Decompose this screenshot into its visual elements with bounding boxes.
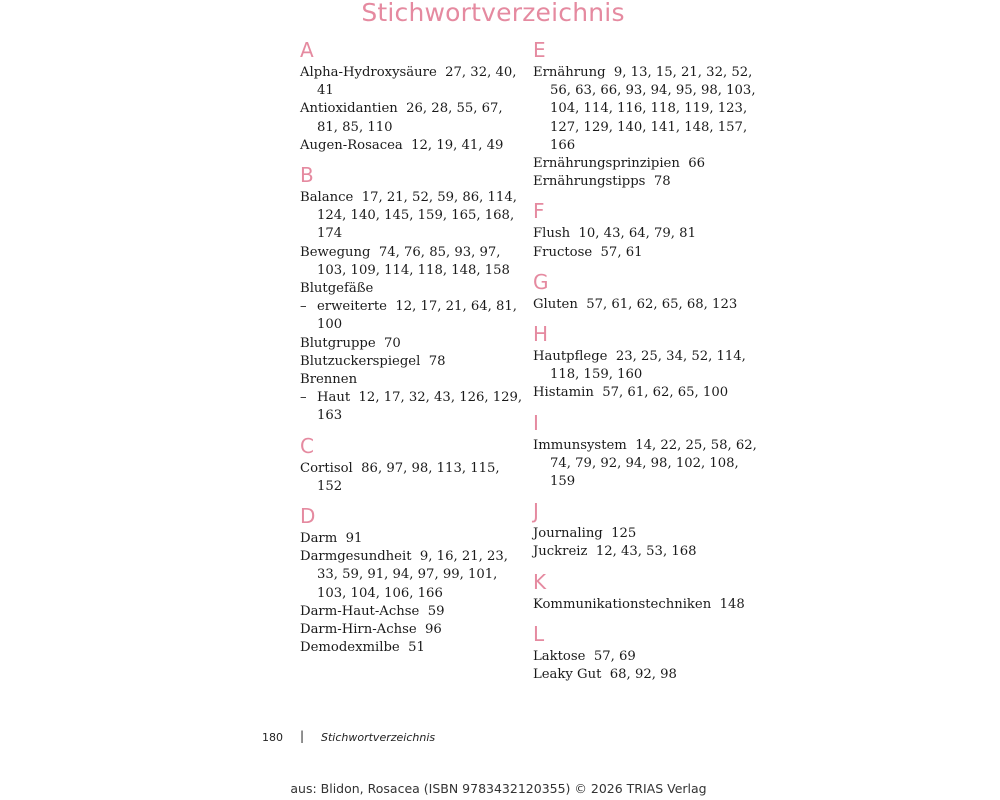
section-letter: F: [533, 199, 545, 224]
index-section-h: [533, 320, 758, 403]
entry-pages: 23, 25, 34, 52, 114, 118, 159, 160: [550, 349, 746, 383]
index-entry: [533, 437, 758, 492]
entry-term: erweiterte: [317, 299, 387, 315]
entry-term: Immunsystem: [533, 437, 627, 453]
index-entry: [300, 530, 525, 548]
index-entry: [533, 666, 758, 684]
section-letter: C: [300, 433, 314, 458]
index-entry: [533, 525, 758, 543]
section-letter: K: [533, 569, 547, 594]
entry-pages: 70: [384, 335, 401, 351]
index-section-l: [533, 620, 758, 684]
section-letter: I: [533, 410, 539, 435]
index-section-k: [533, 568, 758, 614]
entry-term: Flush: [533, 226, 571, 242]
index-section-i: [533, 409, 758, 492]
index-entry: [300, 100, 525, 136]
entry-pages: 57, 61, 62, 65, 100: [602, 385, 729, 401]
entry-term: Brennen: [300, 372, 358, 388]
section-letter: H: [533, 322, 549, 347]
entry-term: Ernährungsprinzipien: [533, 156, 680, 172]
index-section-d: [300, 502, 525, 657]
index-subentry: [300, 389, 525, 425]
index-section-j: [533, 497, 758, 561]
index-entry: [533, 348, 758, 384]
entry-term: Juckreiz: [533, 544, 588, 560]
entry-term: Antioxidantien: [300, 101, 398, 117]
index-entry: [300, 603, 525, 621]
section-letter: G: [533, 269, 549, 294]
entry-pages: 26, 28, 55, 67, 81, 85, 110: [317, 101, 503, 135]
index-entry: [300, 371, 525, 389]
index-entry: [533, 225, 758, 243]
entry-pages: 9, 13, 15, 21, 32, 52, 56, 63, 66, 93, 94, 95, 98, 103, 104, 114, 116, 118, 119, 123, 127, 129, 140, 141, 148, 157, 166: [550, 65, 756, 153]
running-footer-title: Stichwortverzeichnis: [321, 731, 436, 744]
entry-term: Darmgesundheit: [300, 549, 412, 565]
entry-term: Darm-Hirn-Achse: [300, 622, 417, 638]
entry-term: Cortisol: [300, 460, 353, 476]
index-entry: [300, 353, 525, 371]
index-section-f: [533, 197, 758, 261]
page-number: 180: [262, 731, 283, 744]
footer-separator: |: [300, 729, 305, 743]
index-entry: [300, 621, 525, 639]
entry-pages: 78: [428, 353, 446, 369]
entry-pages: 12, 19, 41, 49: [411, 137, 504, 153]
entry-pages: 68, 92, 98: [609, 667, 677, 683]
index-entry: [533, 296, 758, 314]
section-letter: E: [533, 38, 546, 62]
index-subentry: [300, 298, 525, 334]
index-entry: [300, 460, 525, 496]
index-column-right: [533, 36, 758, 690]
index-entry: [300, 335, 525, 353]
entry-pages: 27, 32, 40, 41: [317, 65, 517, 99]
index-section-g: [533, 268, 758, 314]
entry-term: Ernährung: [533, 65, 606, 80]
source-citation: aus: Blidon, Rosacea (ISBN 9783432120355) © 2026 TRIAS Verlag: [290, 781, 707, 796]
section-letter: B: [300, 163, 314, 188]
entry-term: Balance: [300, 190, 354, 206]
entry-pages: 91: [345, 531, 363, 547]
entry-term: Darm-Haut-Achse: [300, 603, 420, 619]
index-section-e: [533, 36, 758, 191]
index-section-b: [300, 161, 525, 426]
entry-pages: 78: [653, 174, 671, 190]
entry-term: Journaling: [533, 526, 603, 542]
index-section-c: [300, 432, 525, 496]
section-letter: D: [300, 504, 316, 529]
entry-pages: 14, 22, 25, 58, 62, 74, 79, 92, 94, 98, 102, 108, 159: [550, 437, 757, 490]
entry-term: Laktose: [533, 648, 586, 664]
index-entry: [300, 137, 525, 155]
entry-term: Darm: [300, 531, 338, 547]
entry-pages: 12, 43, 53, 168: [595, 544, 697, 560]
section-letter: J: [533, 499, 539, 524]
section-letter: L: [533, 621, 545, 646]
entry-term: Blutzuckerspiegel: [300, 353, 421, 369]
entry-term: Bewegung: [300, 244, 371, 260]
index-entry: [533, 244, 758, 262]
index-entry: [533, 173, 758, 191]
entry-pages: 57, 69: [593, 648, 636, 664]
entry-pages: 86, 97, 98, 113, 115, 152: [317, 460, 500, 494]
index-entry: [533, 64, 758, 155]
section-letter: A: [300, 38, 314, 62]
entry-pages: 57, 61: [600, 244, 643, 260]
index-entry: [300, 639, 525, 657]
entry-pages: 57, 61, 62, 65, 68, 123: [586, 296, 738, 312]
entry-pages: 17, 21, 52, 59, 86, 114, 124, 140, 145, 159, 165, 168, 174: [317, 190, 517, 242]
index-entry: [300, 280, 525, 298]
entry-term: Ernährungstipps: [533, 174, 646, 190]
index-entry: [533, 648, 758, 666]
entry-term: Fructose: [533, 244, 593, 260]
entry-term: Gluten: [533, 296, 578, 312]
entry-pages: 125: [611, 526, 637, 542]
index-column-left: [300, 36, 525, 663]
index-entry: [533, 384, 758, 402]
entry-term: Hautpflege: [533, 349, 608, 365]
page-title: Stichwortverzeichnis: [361, 0, 625, 27]
entry-term: Blutgruppe: [300, 335, 376, 351]
index-entry: [533, 543, 758, 561]
index-entry: [533, 596, 758, 614]
index-section-a: [300, 36, 525, 155]
entry-pages: 51: [408, 640, 425, 656]
entry-pages: 148: [719, 596, 745, 612]
entry-pages: 59: [427, 603, 445, 619]
entry-pages: 96: [425, 622, 442, 638]
index-entry: [300, 244, 525, 280]
entry-pages: 9, 16, 21, 23, 33, 59, 91, 94, 97, 99, 101, 103, 104, 106, 166: [317, 549, 508, 601]
entry-term: Alpha-Hydroxysäure: [300, 65, 437, 80]
entry-term: Blutgefäße: [300, 281, 374, 297]
entry-pages: 10, 43, 64, 79, 81: [578, 226, 696, 242]
entry-term: Demodexmilbe: [300, 640, 400, 656]
index-entry: [300, 548, 525, 603]
entry-term: Leaky Gut: [533, 667, 602, 683]
entry-term: Kommunikationstechniken: [533, 596, 712, 612]
entry-pages: 66: [688, 156, 706, 172]
index-entry: [300, 64, 525, 100]
subentry-dash: –: [300, 390, 307, 406]
entry-pages: 74, 76, 85, 93, 97, 103, 109, 114, 118, 148, 158: [317, 244, 510, 278]
entry-term: Histamin: [533, 385, 594, 401]
entry-term: Augen-Rosacea: [300, 137, 403, 153]
entry-pages: 12, 17, 21, 64, 81, 100: [317, 299, 517, 333]
subentry-dash: –: [300, 299, 307, 315]
entry-term: Haut: [317, 390, 351, 406]
index-entry: [533, 155, 758, 173]
entry-pages: 12, 17, 32, 43, 126, 129, 163: [317, 390, 523, 424]
index-entry: [300, 189, 525, 244]
